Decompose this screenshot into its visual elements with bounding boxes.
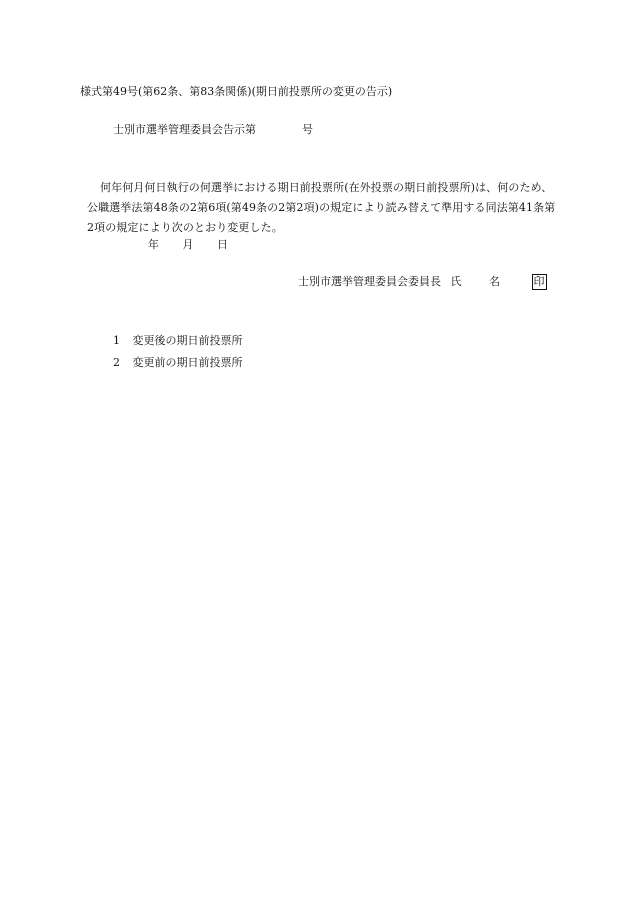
date-month: 月 [182, 238, 194, 251]
seal-stamp: 印 [533, 275, 545, 288]
name-char-1: 氏 [450, 275, 462, 288]
list-item-number: 2 [113, 356, 120, 369]
list-item [113, 330, 243, 352]
list-item-label: 変更前の期日前投票所 [132, 356, 243, 369]
notice-body: 何年何月何日執行の何選挙における期日前投票所(在外投票の期日前投票所)は、何のため、公職選挙法第48条の2第6項(第49条の2第2項)の規定により読み替えて準用する同法第41条第2項の規定により次のとおり変更した。 [87, 181, 556, 234]
notice-suffix: 号 [302, 123, 313, 136]
signature-line [298, 274, 547, 291]
name-char-2: 名 [489, 275, 500, 288]
notice-number-line [113, 122, 313, 139]
date-day: 日 [217, 238, 228, 251]
change-list [113, 330, 243, 374]
list-item [113, 352, 243, 374]
list-item-label: 変更後の期日前投票所 [132, 334, 243, 347]
date-line [148, 237, 228, 254]
form-title: 様式第49号(第62条、第83条関係)(期日前投票所の変更の告示) [80, 85, 393, 98]
date-year: 年 [148, 238, 159, 251]
signatory-title: 士別市選挙管理委員会委員長 [298, 275, 441, 288]
list-item-number: 1 [113, 334, 120, 347]
notice-label: 士別市選挙管理委員会告示第 [113, 123, 256, 136]
